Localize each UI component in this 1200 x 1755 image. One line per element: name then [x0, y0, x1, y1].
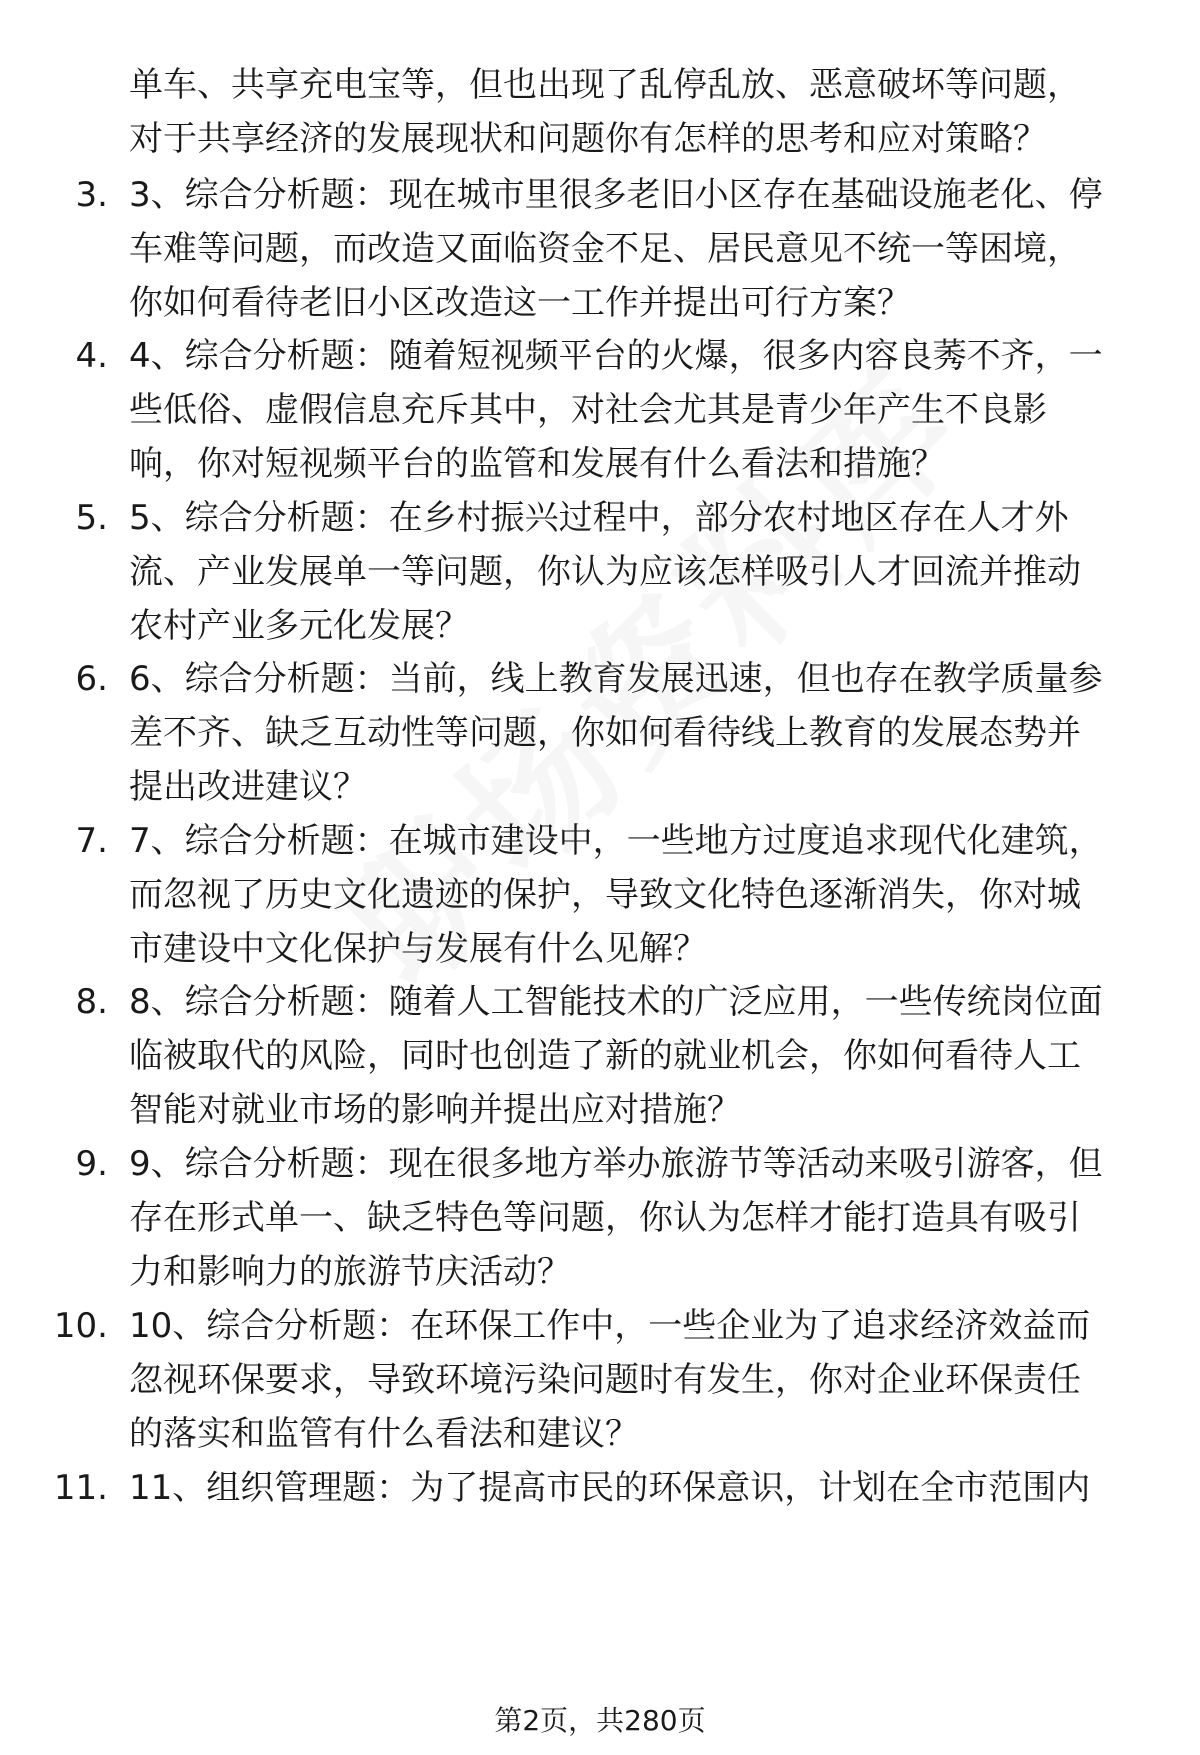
text-line: 车难等问题，而改造又面临资金不足、居民意见不统一等困境， [129, 229, 1081, 269]
text-line: 4、综合分析题：随着短视频平台的火爆，很多内容良莠不齐，一 [129, 336, 1103, 376]
question-text [129, 1461, 1169, 1515]
text-line: 3、综合分析题：现在城市里很多老旧小区存在基础设施老化、停 [129, 175, 1103, 215]
text-line: 存在形式单一、缺乏特色等问题，你认为怎样才能打造具有吸引 [129, 1198, 1081, 1238]
text-line: 忽视环保要求，导致环境污染问题时有发生，你对企业环保责任 [129, 1360, 1081, 1400]
question-text [129, 1137, 1169, 1299]
question-text [129, 329, 1169, 491]
list-marker: 4. [75, 336, 108, 376]
text-line: 8、综合分析题：随着人工智能技术的广泛应用，一些传统岗位面 [129, 982, 1103, 1022]
text-line: 对于共享经济的发展现状和问题你有怎样的思考和应对策略？ [129, 119, 1047, 159]
question-text [129, 491, 1169, 653]
text-line: 市建设中文化保护与发展有什么见解？ [129, 929, 707, 969]
list-marker: 5. [75, 498, 108, 538]
list-marker: 6. [75, 659, 108, 699]
text-line: 智能对就业市场的影响并提出应对措施？ [129, 1090, 741, 1130]
question-text [129, 1299, 1169, 1461]
text-line: 农村产业多元化发展？ [129, 606, 469, 646]
list-marker: 7. [75, 821, 108, 861]
text-line: 而忽视了历史文化遗迹的保护，导致文化特色逐渐消失，你对城 [129, 875, 1081, 915]
text-line: 力和影响力的旅游节庆活动？ [129, 1252, 571, 1292]
text-line: 9、综合分析题：现在很多地方举办旅游节等活动来吸引游客，但 [129, 1144, 1103, 1184]
list-marker: 9. [75, 1144, 108, 1184]
text-line: 5、综合分析题：在乡村振兴过程中，部分农村地区存在人才外 [129, 498, 1069, 538]
question-text [129, 975, 1169, 1137]
question-text [129, 652, 1169, 814]
text-line: 10、综合分析题：在环保工作中，一些企业为了追求经济效益而 [129, 1306, 1091, 1346]
text-line: 提出改进建议？ [129, 767, 367, 807]
text-line: 临被取代的风险，同时也创造了新的就业机会，你如何看待人工 [129, 1036, 1081, 1076]
question-text [129, 814, 1169, 976]
text-line: 差不齐、缺乏互动性等问题，你如何看待线上教育的发展态势并 [129, 713, 1081, 753]
text-line: 6、综合分析题：当前，线上教育发展迅速，但也存在教学质量参 [129, 659, 1103, 699]
text-line: 响，你对短视频平台的监管和发展有什么看法和措施？ [129, 444, 945, 484]
list-marker: 3. [75, 175, 108, 215]
text-line: 的落实和监管有什么看法和建议？ [129, 1414, 639, 1454]
text-line: 7、综合分析题：在城市建设中，一些地方过度追求现代化建筑， [129, 821, 1103, 861]
text-line: 些低俗、虚假信息充斥其中，对社会尤其是青少年产生不良影 [129, 390, 1047, 430]
page-number-footer: 第2页，共280页 [494, 1704, 706, 1737]
list-marker: 8. [75, 982, 108, 1022]
text-line: 单车、共享充电宝等，但也出现了乱停乱放、恶意破坏等问题， [129, 65, 1081, 105]
continuation-paragraph [129, 58, 1169, 166]
list-marker: 11. [53, 1468, 108, 1508]
text-line: 你如何看待老旧小区改造这一工作并提出可行方案？ [129, 283, 911, 323]
question-text [129, 168, 1169, 330]
list-marker: 10. [53, 1306, 108, 1346]
text-line: 11、组织管理题：为了提高市民的环保意识，计划在全市范围内 [129, 1468, 1091, 1508]
text-line: 流、产业发展单一等问题，你认为应该怎样吸引人才回流并推动 [129, 552, 1081, 592]
